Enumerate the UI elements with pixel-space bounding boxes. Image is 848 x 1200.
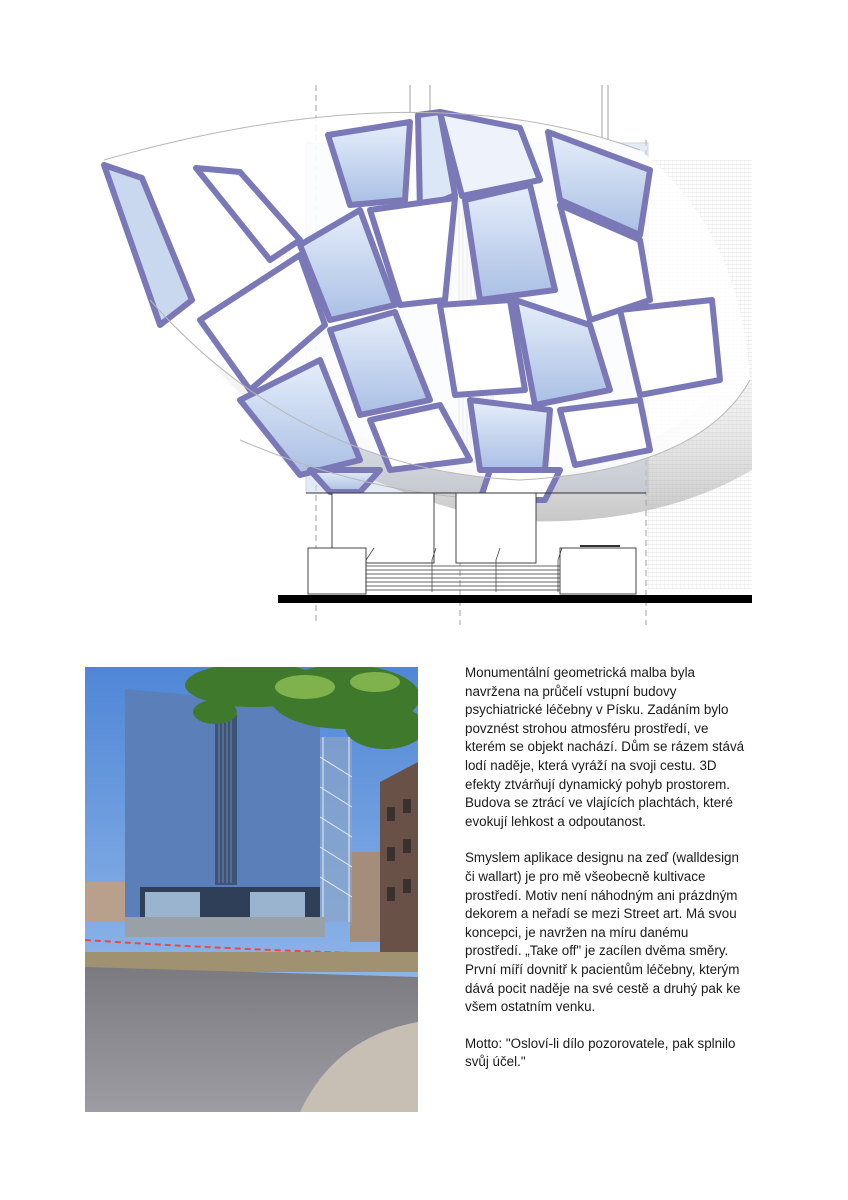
article-paragraph-2: Smyslem aplikace designu na zeď (walldesign či wallart) je pro mě všeobecně kultivace prostředí. Motiv není náhodným ani prázdným dekorem a neřadí se mezi Street art. Má svou koncepci, je navržen na míru danému prostředí. „Take off" je zacílen dvěma směry. První míří dovnitř k pacientům léčebny, kterým dává pocit naděje na své cestě a druhý pak ke všem ostatním venku. <box>465 850 741 1015</box>
article-motto: Motto: "Osloví-li dílo pozorovatele, pak splnilo svůj účel." <box>465 1035 736 1070</box>
building-photo <box>85 667 418 1112</box>
article-text <box>465 664 745 1090</box>
article-paragraph-1: Monumentální geometrická malba byla navržena na průčelí vstupní budovy psychiatrické léčebny v Písku. Zadáním bylo povznést strohou atmosféru prostředí, ve kterém se objekt nachází. Dům se rázem stává lodí naděje, která vyráží na svoji cestu. 3D efekty ztvárňují dynamický pohyb prostorem. Budova se ztrácí ve vlajících plachtách, které evokují lehkost a odpoutanost. <box>465 665 745 829</box>
ground-line <box>278 595 752 603</box>
